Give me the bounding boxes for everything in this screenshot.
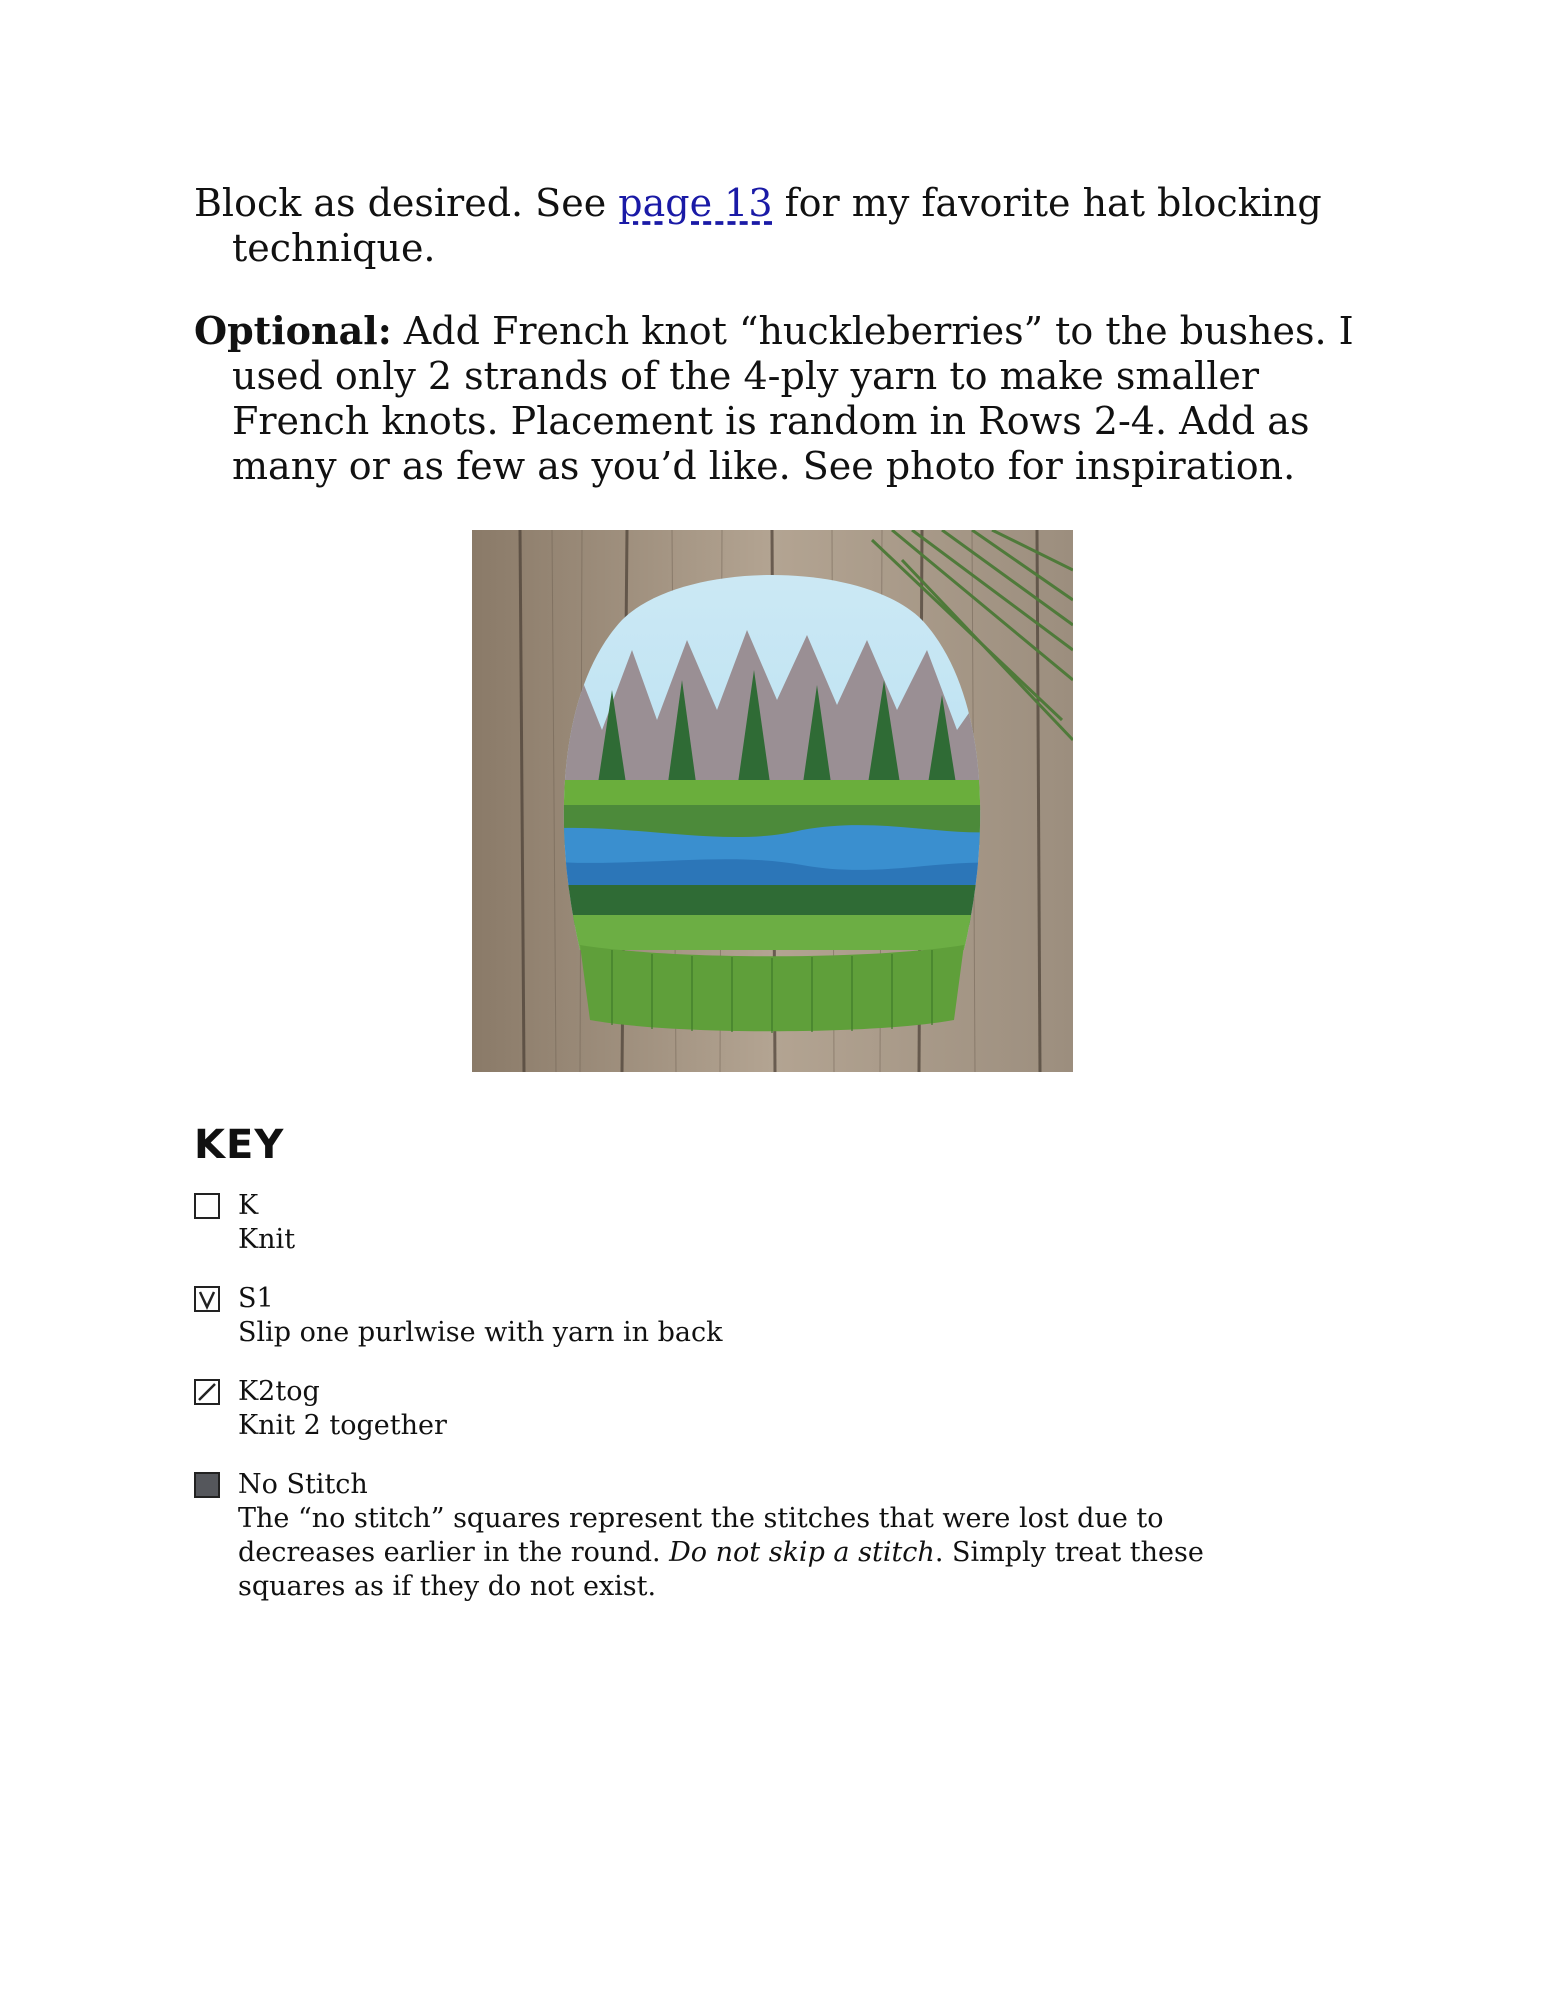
key-desc: Knit: [238, 1224, 296, 1255]
key-abbr: K2tog: [238, 1376, 320, 1407]
key-heading: KEY: [194, 1122, 285, 1168]
blocking-paragraph: [194, 181, 1374, 271]
optional-label: Optional:: [194, 308, 392, 353]
optional-paragraph: [194, 308, 1374, 489]
filled-square-icon: [194, 1472, 220, 1498]
key-desc: Knit 2 together: [238, 1410, 447, 1441]
optional-line-3: French knots. Placement is random in Rows 2-4. Add as: [232, 399, 1310, 443]
key-abbr: S1: [238, 1283, 274, 1314]
key-abbr: No Stitch: [238, 1469, 368, 1500]
key-desc: The “no stitch” squares represent the stitches that were lost due to decreases earlier in the round. Do not skip a stitch. Simply treat these squares as if they do not exist.: [238, 1503, 1204, 1602]
page-13-link[interactable]: page 13: [618, 181, 773, 225]
slash-square-icon: [194, 1379, 220, 1405]
key-desc: Slip one purlwise with yarn in back: [238, 1317, 723, 1348]
optional-line-2: used only 2 strands of the 4-ply yarn to make smaller: [232, 354, 1260, 398]
empty-square-icon: [194, 1193, 220, 1219]
optional-line-1: Optional: Add French knot “huckleberries” to the bushes. I: [194, 308, 1354, 353]
key-abbr: K: [238, 1190, 259, 1221]
v-square-icon: [194, 1286, 220, 1312]
key-desc-emphasis: Do not skip a stitch: [669, 1537, 935, 1568]
blocking-line-2: technique.: [232, 226, 436, 270]
blocking-line-1: Block as desired. See page 13 for my favorite hat blocking: [194, 181, 1322, 225]
optional-line-4: many or as few as you’d like. See photo for inspiration.: [232, 444, 1296, 488]
hat-photo: [472, 530, 1073, 1072]
